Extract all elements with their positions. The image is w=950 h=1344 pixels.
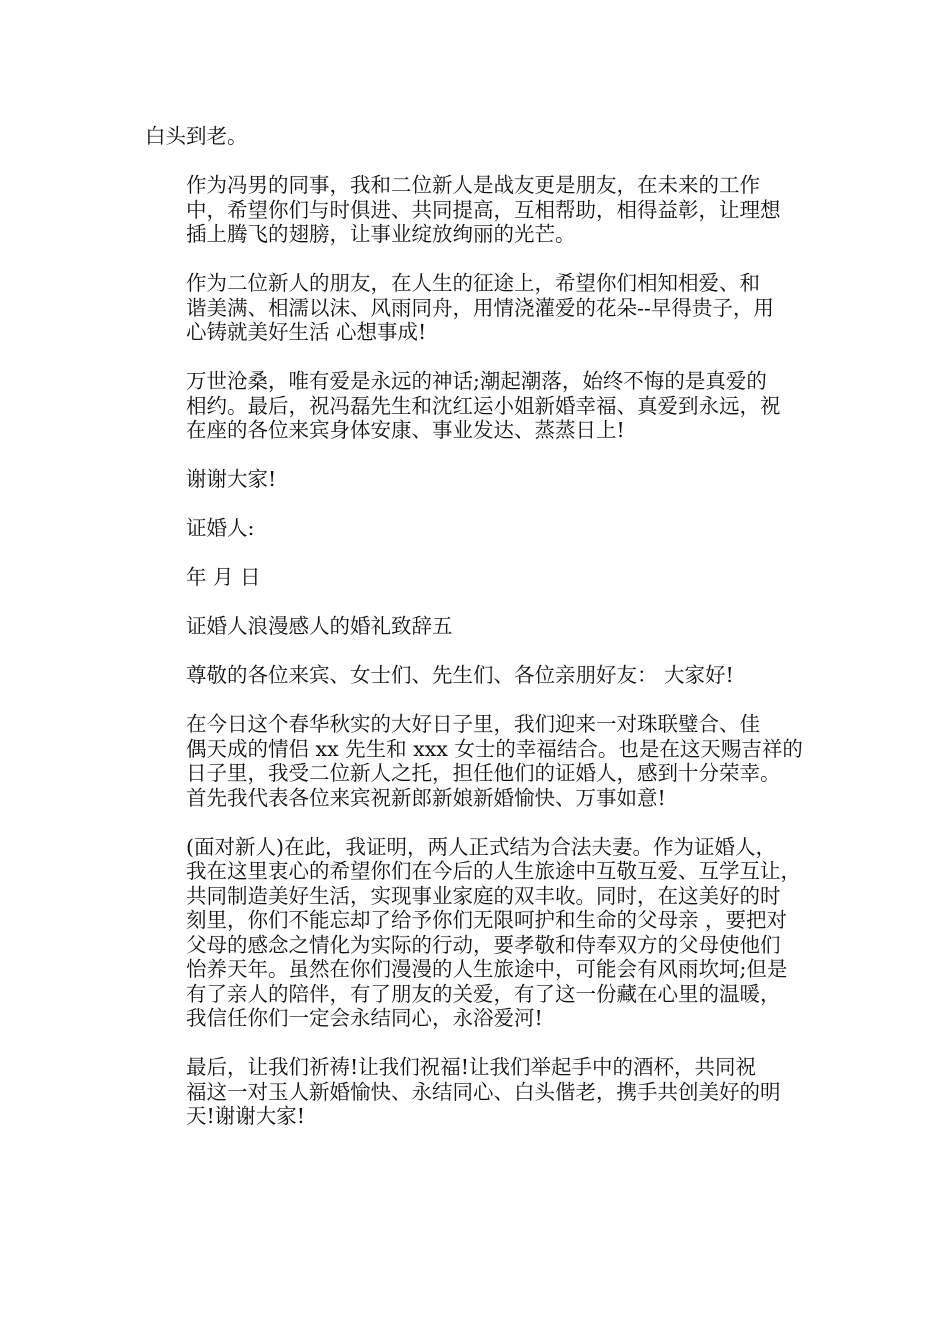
text-line: 怡养天年。虽然在你们漫漫的人生旅途中，可能会有风雨坎坷;但是 <box>186 957 788 981</box>
text-line: 相约。最后，祝冯磊先生和沈红运小姐新婚幸福、真爱到永远，祝 <box>186 393 781 418</box>
text-line: 插上腾飞的翅膀，让事业绽放绚丽的光芒。 <box>186 222 576 246</box>
text-line: 偶天成的情侣 xx 先生和 xxx 女士的幸福结合。也是在这天赐吉祥的 <box>186 736 803 761</box>
text-line: 福这一对玉人新婚愉快、永结同心、白头偕老，携手共创美好的明 <box>186 1079 781 1104</box>
paragraph <box>145 173 810 247</box>
text-line: 作为冯男的同事，我和二位新人是战友更是朋友，在未来的工作 <box>186 173 760 197</box>
text-line: 我信任你们一定会永结同心，永浴爱河! <box>186 1006 543 1030</box>
text-line: 白头到老。 <box>145 124 248 148</box>
text-line: 作为二位新人的朋友，在人生的征途上，希望你们相知相爱、和 <box>186 271 760 295</box>
text-line: 谢谢大家! <box>186 467 277 491</box>
text-line: 刻里，你们不能忘却了给予你们无限呵护和生命的父母亲 ，要把对 <box>186 908 788 932</box>
paragraph <box>145 614 810 639</box>
text-line: 证婚人: <box>186 516 255 540</box>
text-line: 在座的各位来宾身体安康、事业发达、蒸蒸日上! <box>186 418 625 442</box>
text-line: 首先我代表各位来宾祝新郎新娘新婚愉快、万事如意! <box>186 785 666 810</box>
paragraph <box>145 565 810 590</box>
text-line: 有了亲人的陪伴，有了朋友的关爱，有了这一份藏在心里的温暖， <box>186 981 781 1006</box>
paragraph <box>145 124 810 149</box>
paragraph <box>145 1055 810 1129</box>
paragraph <box>145 663 810 688</box>
paragraph <box>145 516 810 541</box>
text-line: 父母的感念之情化为实际的行动，要孝敬和侍奉双方的父母使他们 <box>186 932 781 957</box>
text-line: 日子里，我受二位新人之托，担任他们的证婚人，感到十分荣幸。 <box>186 761 781 785</box>
text-line: 万世沧桑，唯有爱是永远的神话;潮起潮落，始终不悔的是真爱的 <box>186 369 767 393</box>
text-line: 尊敬的各位来宾、女士们、先生们、各位亲朋好友： 大家好! <box>186 663 734 687</box>
document-body <box>145 124 810 1153</box>
text-line: (面对新人)在此，我证明，两人正式结为合法夫妻。作为证婚人， <box>186 834 776 859</box>
text-line: 最后，让我们祈祷!让我们祝福!让我们举起手中的酒杯，共同祝 <box>186 1055 756 1079</box>
text-line: 年 月 日 <box>186 565 261 589</box>
paragraph <box>145 271 810 345</box>
paragraph <box>145 712 810 810</box>
paragraph <box>145 369 810 443</box>
text-line: 天!谢谢大家! <box>186 1104 305 1128</box>
text-line: 我在这里衷心的希望你们在今后的人生旅途中互敬互爱、互学互让， <box>186 859 801 883</box>
text-line: 共同制造美好生活，实现事业家庭的双丰收。同时，在这美好的时 <box>186 883 781 908</box>
paragraph <box>145 467 810 492</box>
text-line: 谐美满、相濡以沫、风雨同舟，用情浇灌爱的花朵--早得贵子，用 <box>186 295 774 320</box>
paragraph <box>145 835 810 1031</box>
text-line: 心铸就美好生活 心想事成! <box>186 320 427 344</box>
text-line: 证婚人浪漫感人的婚礼致辞五 <box>186 614 453 638</box>
text-line: 在今日这个春华秋实的大好日子里，我们迎来一对珠联璧合、佳 <box>186 712 760 736</box>
text-line: 中，希望你们与时俱进、共同提高，互相帮助，相得益彰，让理想 <box>186 197 781 222</box>
